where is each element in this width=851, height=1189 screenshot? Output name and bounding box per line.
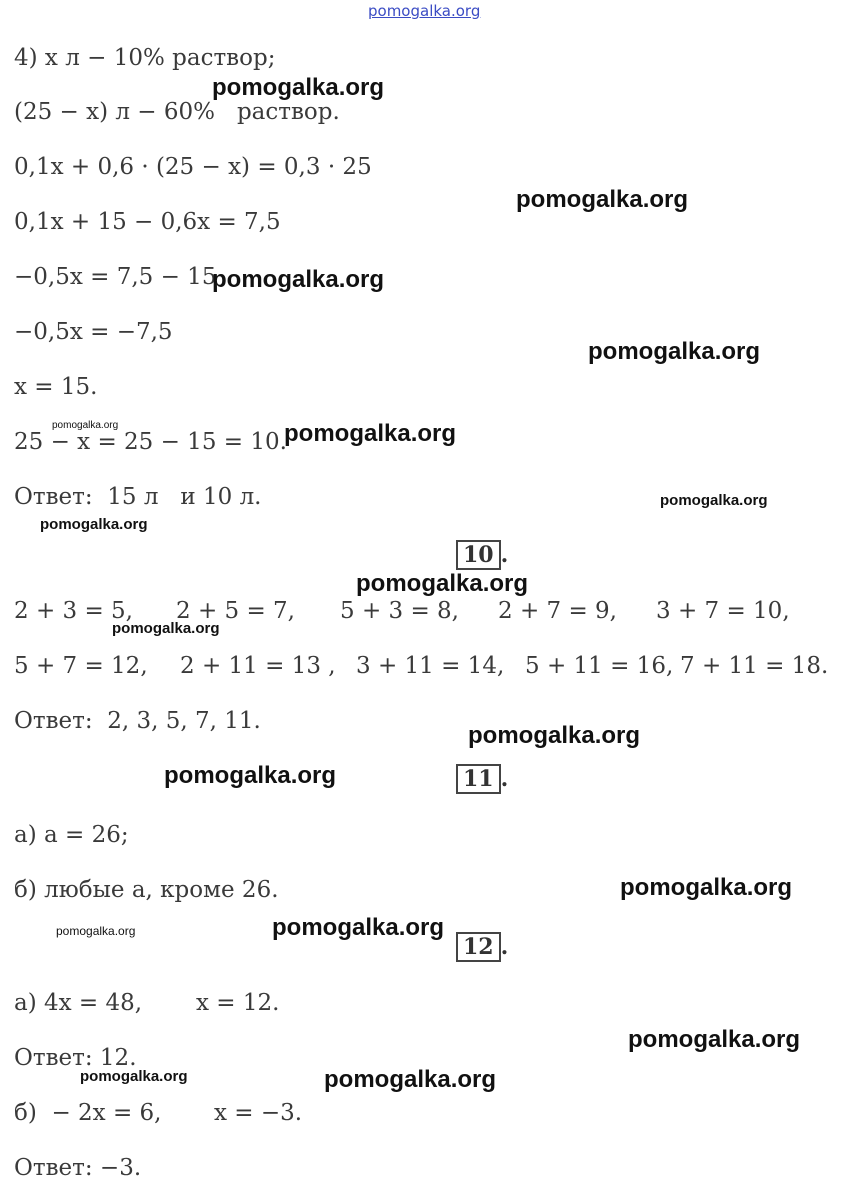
task-number-box: 12 (456, 932, 501, 962)
watermark: pomogalka.org (516, 186, 689, 213)
task-number-box: 10 (456, 540, 501, 570)
watermark: pomogalka.org (272, 914, 445, 941)
watermark: pomogalka.org (40, 516, 148, 533)
sum-2-1: 5 + 7 = 12, (14, 653, 148, 679)
sum-2-2: 2 + 11 = 13 , (180, 653, 336, 679)
watermark: pomogalka.org (56, 924, 136, 938)
task-12-part-a-eq: а) 4x = 48, (14, 990, 143, 1016)
solution-line-8: 25 − x = 25 − 15 = 10. (14, 429, 287, 455)
watermark: pomogalka.org (356, 570, 529, 597)
watermark: pomogalka.org (628, 1026, 801, 1053)
sum-1-1: 2 + 3 = 5, (14, 598, 133, 624)
watermark: pomogalka.org (620, 874, 793, 901)
solution-line-6: −0,5x = −7,5 (14, 319, 173, 345)
answer-task-12-b: Ответ: −3. (14, 1155, 142, 1181)
watermark: pomogalka.org (468, 722, 641, 749)
sum-1-2: 2 + 5 = 7, (176, 598, 295, 624)
task-11-part-b: б) любые a, кроме 26. (14, 877, 279, 903)
task-11-part-a: а) a = 26; (14, 822, 129, 848)
solution-line-2: (25 − x) л − 60% раствор. (14, 99, 340, 125)
task-number-10: 10 . (456, 540, 508, 570)
watermark: pomogalka.org (660, 492, 768, 509)
answer-task-12-a: Ответ: 12. (14, 1045, 137, 1071)
solution-line-3: 0,1x + 0,6 · (25 − x) = 0,3 · 25 (14, 154, 372, 180)
watermark: pomogalka.org (212, 74, 385, 101)
task-12-part-a-result: x = 12. (196, 990, 280, 1016)
sum-2-3: 3 + 11 = 14, (356, 653, 505, 679)
watermark: pomogalka.org (284, 420, 457, 447)
sum-2-4: 5 + 11 = 16, (525, 653, 674, 679)
sum-1-5: 3 + 7 = 10, (656, 598, 790, 624)
sum-1-3: 5 + 3 = 8, (340, 598, 459, 624)
solution-line-1: 4) x л − 10% раствор; (14, 45, 276, 71)
watermark: pomogalka.org (324, 1066, 497, 1093)
top-watermark-link[interactable]: pomogalka.org (368, 2, 481, 20)
task-12-part-b-result: x = −3. (214, 1100, 303, 1126)
solution-line-4: 0,1x + 15 − 0,6x = 7,5 (14, 209, 281, 235)
watermark: pomogalka.org (80, 1068, 188, 1085)
solution-line-5: −0,5x = 7,5 − 15 (14, 264, 217, 290)
task-number-box: 11 (456, 764, 501, 794)
watermark: pomogalka.org (212, 266, 385, 293)
answer-task-9: Ответ: 15 л и 10 л. (14, 484, 262, 510)
solution-line-7: x = 15. (14, 374, 98, 400)
sum-2-5: 7 + 11 = 18. (680, 653, 829, 679)
watermark: pomogalka.org (52, 420, 119, 431)
watermark: pomogalka.org (164, 762, 337, 789)
sum-1-4: 2 + 7 = 9, (498, 598, 617, 624)
task-12-part-b-eq: б) − 2x = 6, (14, 1100, 162, 1126)
answer-task-10: Ответ: 2, 3, 5, 7, 11. (14, 708, 261, 734)
task-number-12: 12 . (456, 932, 508, 962)
task-number-11: 11 . (456, 764, 508, 794)
watermark: pomogalka.org (588, 338, 761, 365)
watermark: pomogalka.org (112, 620, 220, 637)
